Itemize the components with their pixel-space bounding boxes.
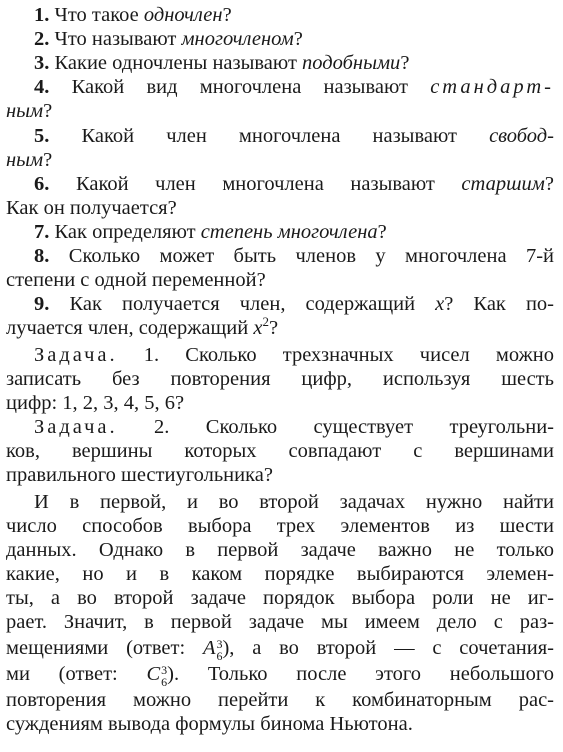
arrangement-symbol: A <box>202 637 216 659</box>
question-4-cont: ным? <box>6 100 53 122</box>
question-8-cont: степени с одной переменной? <box>6 269 266 291</box>
paragraph-line-2: число способов выбора трех элементов из шести <box>6 515 554 537</box>
task-1-line-2: записать без повторения цифр, используя шесть <box>6 368 554 390</box>
task-1: Задача. 1. Сколько трехзначных чисел можно <box>34 344 554 366</box>
paragraph-line-8: ми (ответ: C 3 6 ). Только после этого небольшого <box>6 663 554 689</box>
question-9-cont: лучается член, содержащий $x^2$? <box>6 314 279 339</box>
question-2: 2. Что называют многочленом? <box>34 28 303 50</box>
task-label: Задача. <box>34 416 118 438</box>
arrangement-indices: 3 6 <box>216 637 223 663</box>
question-number: 4. <box>34 76 50 98</box>
question-number: 1. <box>34 4 50 26</box>
term: многочленом <box>181 28 294 50</box>
combination-indices: 3 6 <box>161 663 168 689</box>
term: подобными <box>302 52 401 74</box>
combination-symbol: C <box>146 663 161 685</box>
term: одночлен <box>143 4 223 26</box>
paragraph-line-9: повторения можно перейти к комбинаторным рас- <box>6 689 554 711</box>
question-4: 4. Какой вид многочлена называют стандарт- <box>34 76 555 98</box>
question-1: 1. Что такое одночлен? <box>34 4 232 26</box>
question-number: 6. <box>34 173 50 195</box>
question-number: 8. <box>34 245 50 267</box>
question-number: 5. <box>34 125 50 147</box>
exponent: 2 <box>262 314 269 330</box>
question-number: 9. <box>34 293 50 315</box>
term: стандарт- <box>430 76 555 98</box>
question-5: 5. Какой член многочлена называют свобод- <box>34 125 554 147</box>
paragraph-line-10: суждениям вывода формулы бинома Ньютона. <box>6 713 413 735</box>
paragraph-line-1: И в первой, и во второй задачах нужно найти <box>34 491 554 513</box>
task-label: Задача. <box>34 344 118 366</box>
question-number: 7. <box>34 221 50 243</box>
variable: x <box>435 293 445 315</box>
term: степень многочлена <box>200 221 378 243</box>
question-9: 9. Как получается член, содержащий x? Как по- <box>34 293 555 315</box>
paragraph-line-3: данных. Однако в первой задаче важно не только <box>6 539 554 561</box>
paragraph-line-4: какие, но и в каком порядке выбираются элемен- <box>6 563 554 585</box>
paragraph-line-7: мещениями (ответ: A 3 6 ), а во второй — с сочетания- <box>6 637 554 663</box>
question-6: 6. Какой член многочлена называют старшим? <box>34 173 554 195</box>
task-2-line-3: правильного шестиугольника? <box>6 464 273 486</box>
paragraph-line-6: рает. Значит, в первой задаче мы имеем дело с раз- <box>6 611 554 633</box>
term: старшим <box>461 173 545 195</box>
term: ным <box>6 149 44 171</box>
question-number: 3. <box>34 52 50 74</box>
question-number: 2. <box>34 28 50 50</box>
task-2: Задача. 2. Сколько существует треугольни- <box>34 416 555 438</box>
term: ным <box>6 100 44 122</box>
task-1-line-3: цифр: 1, 2, 3, 4, 5, 6? <box>6 392 185 414</box>
variable: x <box>253 317 263 339</box>
task-2-line-2: ков, вершины которых совпадают с вершинами <box>6 440 554 462</box>
question-8: 8. Сколько может быть членов у многочлена 7-й <box>34 245 555 267</box>
question-5-cont: ным? <box>6 149 53 171</box>
question-7: 7. Как определяют степень многочлена? <box>34 221 387 243</box>
question-3: 3. Какие одночлены называют подобными? <box>34 52 410 74</box>
term: свобод- <box>489 125 554 147</box>
paragraph-line-5: ты, а во второй задаче порядок выбора роли не иг- <box>6 587 554 609</box>
question-6-cont: Как он получается? <box>6 197 177 219</box>
